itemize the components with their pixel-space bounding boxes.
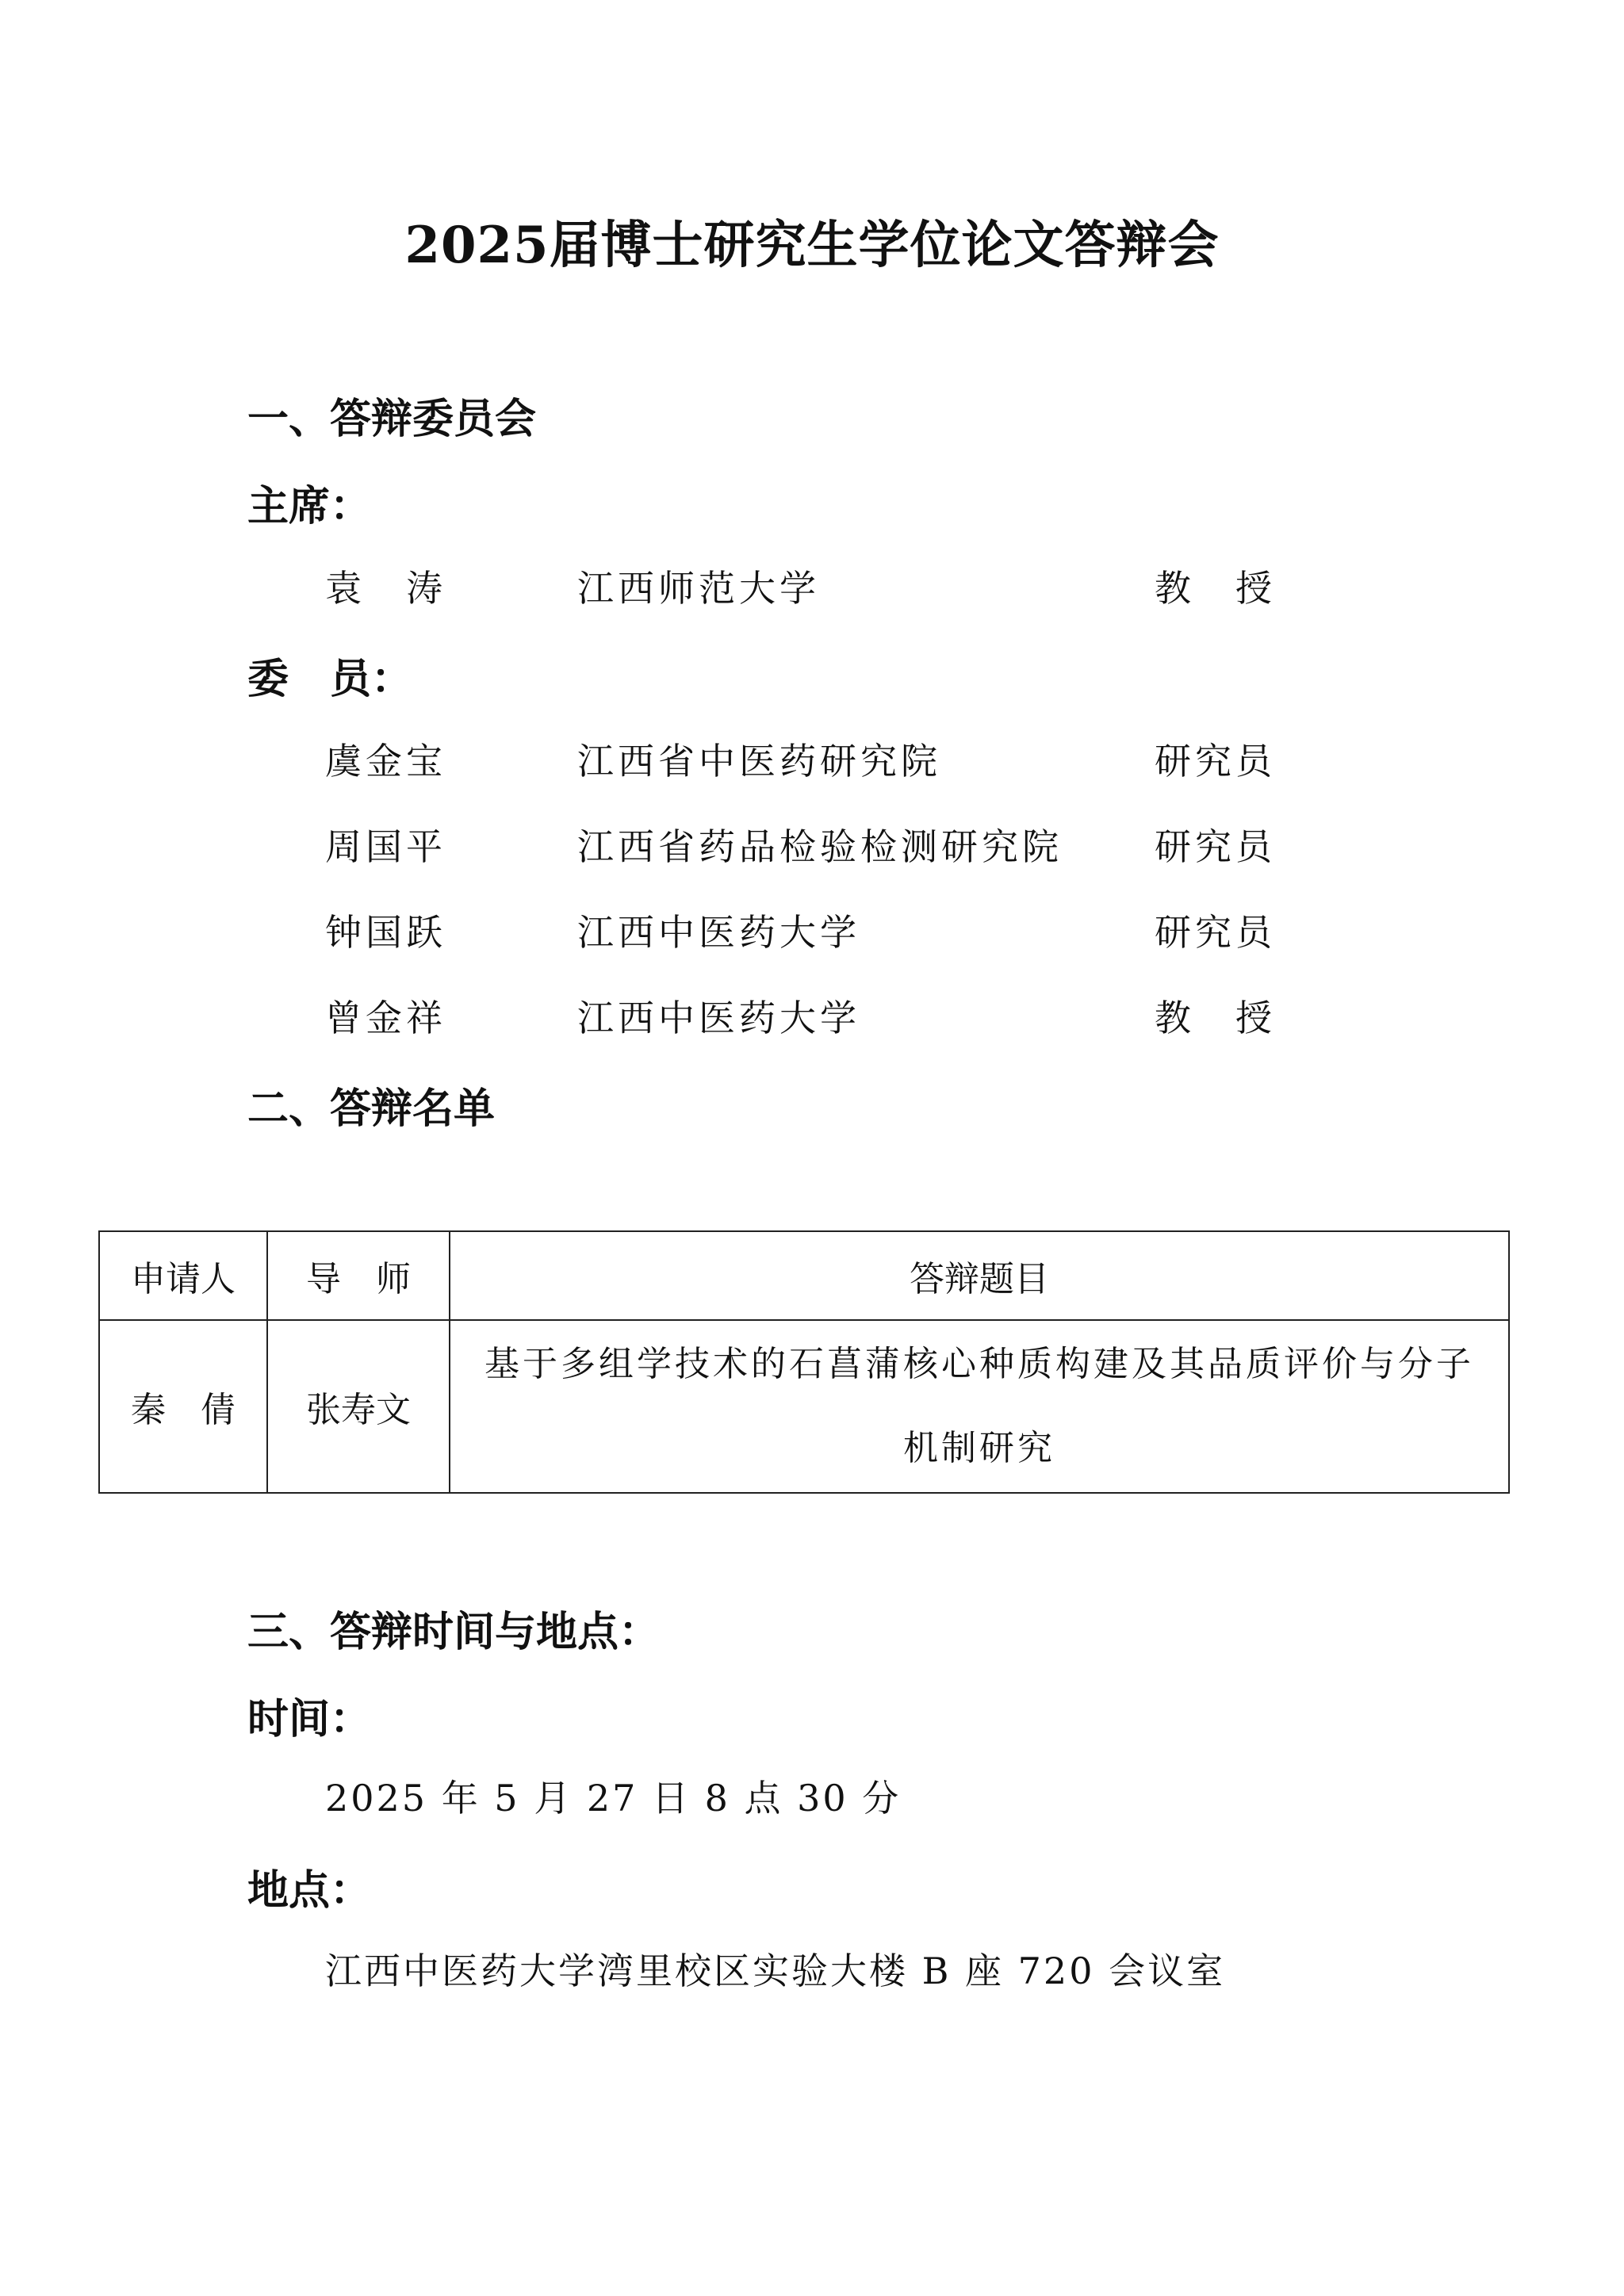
member-name: 钟国跃 bbox=[325, 911, 446, 954]
chair-org: 江西师范大学 bbox=[577, 567, 820, 610]
member-name: 周国平 bbox=[325, 825, 446, 868]
section-heading-schedule: 三、答辩时间与地点： bbox=[247, 1608, 661, 1656]
page-title: 2025届博士研究生学位论文答辩会 bbox=[404, 216, 1220, 275]
member-org: 江西中医药大学 bbox=[577, 911, 860, 954]
column-header-topic: 答辩题目 bbox=[450, 1231, 1509, 1320]
topic-cell: 基于多组学技术的石菖蒲核心种质构建及其品质评价与分子机制研究 bbox=[450, 1320, 1509, 1493]
section-heading-defense-list: 二、答辩名单 bbox=[247, 1085, 496, 1133]
table-header-row bbox=[99, 1231, 1509, 1320]
member-org: 江西中医药大学 bbox=[577, 997, 860, 1039]
member-title: 研究员 bbox=[1155, 911, 1276, 954]
member-title: 研究员 bbox=[1155, 825, 1276, 868]
members-label: 委 员： bbox=[247, 655, 413, 703]
place-label: 地点： bbox=[247, 1866, 372, 1915]
chair-name: 袁 涛 bbox=[325, 567, 446, 610]
member-org: 江西省中医药研究院 bbox=[577, 740, 941, 783]
section-heading-committee: 一、答辩委员会 bbox=[247, 395, 537, 443]
defense-table bbox=[98, 1230, 1510, 1494]
member-title: 研究员 bbox=[1155, 740, 1276, 783]
column-header-advisor: 导 师 bbox=[267, 1231, 450, 1320]
table-row bbox=[99, 1320, 1509, 1493]
member-title: 教 授 bbox=[1155, 997, 1276, 1039]
applicant-cell: 秦 倩 bbox=[99, 1320, 267, 1493]
time-label: 时间： bbox=[247, 1695, 372, 1743]
defense-place: 江西中医药大学湾里校区实验大楼 B 座 720 会议室 bbox=[325, 1950, 1226, 1992]
defense-time: 2025 年 5 月 27 日 8 点 30 分 bbox=[325, 1777, 902, 1820]
member-org: 江西省药品检验检测研究院 bbox=[577, 825, 1063, 868]
member-name: 虞金宝 bbox=[325, 740, 446, 783]
chair-title: 教 授 bbox=[1155, 567, 1276, 610]
chair-label: 主席： bbox=[247, 482, 372, 530]
member-name: 曾金祥 bbox=[325, 997, 446, 1039]
advisor-cell: 张寿文 bbox=[267, 1320, 450, 1493]
column-header-applicant: 申请人 bbox=[99, 1231, 267, 1320]
